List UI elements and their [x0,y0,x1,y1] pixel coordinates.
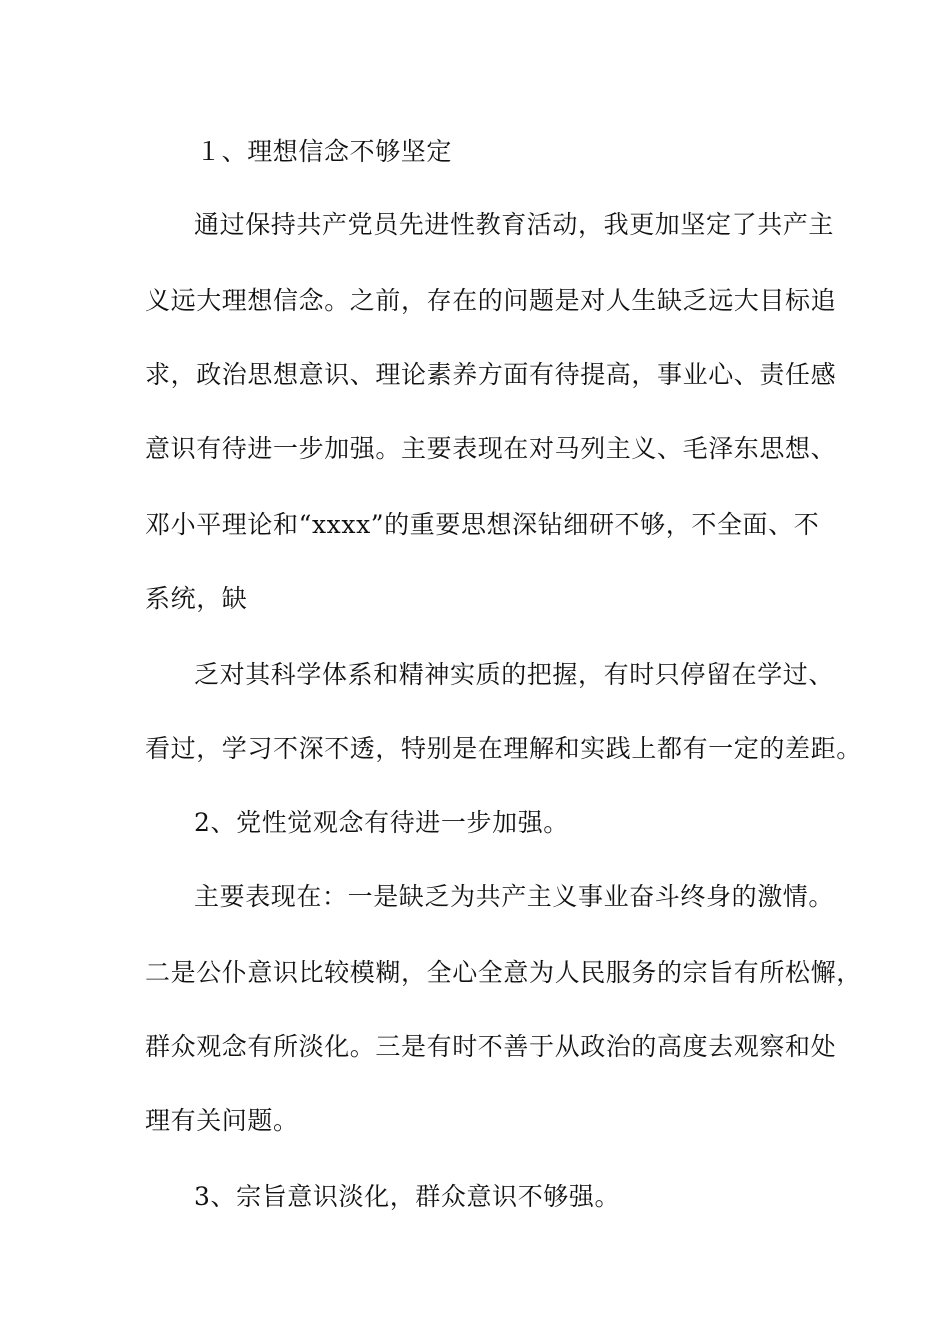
section-heading-2: 2、党性觉观念有待进一步加强。 [194,808,569,837]
paragraph-2-line-1: 乏对其科学体系和精神实质的把握，有时只停留在学过、 [194,660,835,689]
paragraph-1-line-6: 系统，缺 [145,584,248,613]
paragraph-1-line-3: 求，政治思想意识、理论素养方面有待提高，事业心、责任感 [145,360,837,389]
paragraph-3-line-4: 理有关问题。 [145,1106,299,1135]
paragraph-3-line-1: 主要表现在：一是缺乏为共产主义事业奋斗终身的激情。 [194,882,835,911]
paragraph-3-line-3: 群众观念有所淡化。三是有时不善于从政治的高度去观察和处 [145,1032,837,1061]
paragraph-2-line-2: 看过，学习不深不透，特别是在理解和实践上都有一定的差距。 [145,734,862,763]
paragraph-1-line-4: 意识有待进一步加强。主要表现在对马列主义、毛泽东思想、 [145,434,837,463]
paragraph-1-line-5: 邓小平理论和“xxxx”的重要思想深钻细研不够，不全面、不 [145,510,820,539]
paragraph-1-line-2: 义远大理想信念。之前，存在的问题是对人生缺乏远大目标追 [145,286,837,315]
paragraph-1-line-1: 通过保持共产党员先进性教育活动，我更加坚定了共产主 [194,210,835,239]
section-heading-1: １、理想信念不够坚定 [196,137,453,166]
paragraph-3-line-2: 二是公仆意识比较模糊，全心全意为人民服务的宗旨有所松懈， [145,958,862,987]
section-heading-3: 3、宗旨意识淡化，群众意识不够强。 [194,1182,621,1211]
